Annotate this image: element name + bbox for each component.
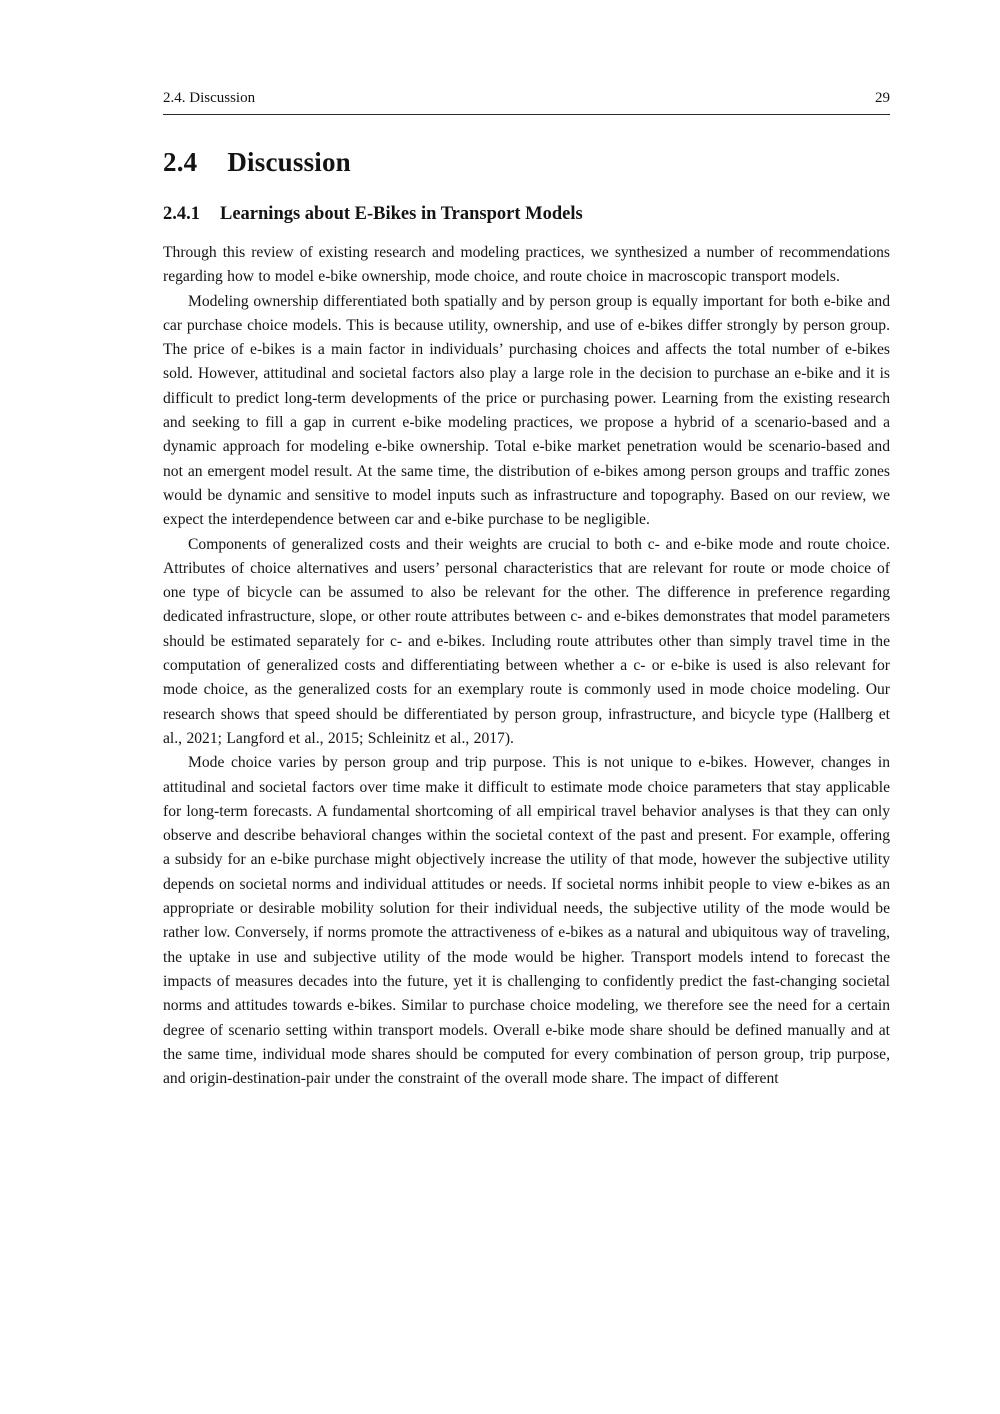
paragraph: Mode choice varies by person group and trip purpose. This is not unique to e-bikes. However, changes in attitudinal and societal factors over time make it difficult to estimate mode choice parameters that stay applicable for long-term forecasts. A fundamental shortcoming of all empirical travel behavior analyses is that they can only observe and describe behavioral changes within the societal context of the past and present. For example, offering a subsidy for an e-bike purchase might objectively increase the utility of that mode, however the subjective utility depends on societal norms and individual attitudes or needs. If societal norms inhibit people to view e-bikes as an appropriate or desirable mobility solution for their individual needs, the subjective utility of the mode would be rather low. Conversely, if norms promote the attractiveness of e-bikes as a natural and ubiquitous way of traveling, the uptake in use and subjective utility of the mode would be higher. Transport models intend to forecast the impacts of measures decades into the future, yet it is challenging to confidently predict the fast-changing societal norms and attitudes towards e-bikes. Similar to purchase choice modeling, we therefore see the need for a certain degree of scenario setting within transport models. Overall e-bike mode share should be defined manually and at the same time, individual mode shares should be computed for every combination of person group, trip purpose, and origin-destination-pair under the constraint of the overall mode share. The impact of different bbox=[163, 754, 890, 1088]
page-number: 29 bbox=[875, 90, 890, 106]
subsection-heading bbox=[163, 204, 890, 225]
section-title: Discussion bbox=[227, 147, 351, 177]
running-header bbox=[163, 90, 890, 115]
subsection-title: Learnings about E-Bikes in Transport Models bbox=[220, 204, 583, 224]
paragraph: Modeling ownership differentiated both spatially and by person group is equally important for both e-bike and car purchase choice models. This is because utility, ownership, and use of e-bikes differ strongly by person group. The price of e-bikes is a main factor in individuals’ purchasing choices and affects the total number of e-bikes sold. However, attitudinal and societal factors also play a large role in the decision to purchase an e-bike and it is difficult to predict long-term developments of the price or purchasing power. Learning from the existing research and seeking to fill a gap in current e-bike modeling practices, we propose a hybrid of a scenario-based and a dynamic approach for modeling e-bike ownership. Total e-bike market penetration would be scenario-based and not an emergent model result. At the same time, the distribution of e-bikes among person groups and traffic zones would be dynamic and sensitive to model inputs such as infrastructure and topography. Based on our review, we expect the interdependence between car and e-bike purchase to be negligible. bbox=[163, 292, 890, 529]
section-heading bbox=[163, 147, 890, 178]
section-number: 2.4 bbox=[163, 147, 198, 177]
body-text bbox=[163, 241, 890, 1091]
paragraph: Through this review of existing research and modeling practices, we synthesized a number of recommendations regarding how to model e-bike ownership, mode choice, and route choice in macroscopic transport models. bbox=[163, 244, 890, 286]
subsection-number: 2.4.1 bbox=[163, 204, 200, 224]
paragraph: Components of generalized costs and their weights are crucial to both c- and e-bike mode and route choice. Attributes of choice alternatives and users’ personal characteristics that are relevant for route or mode choice of one type of bicycle can be assumed to also be relevant for the other. The difference in preference regarding dedicated infrastructure, slope, or other route attributes between c- and e-bikes demonstrates that model parameters should be estimated separately for c- and e-bikes. Including route attributes other than simply travel time in the computation of generalized costs and differentiating between whether a c- or e-bike is used is also relevant for mode choice, as the generalized costs for an exemplary route is commonly used in mode choice modeling. Our research shows that speed should be differentiated by person group, infrastructure, and bicycle type (Hallberg et al., 2021; Langford et al., 2015; Schleinitz et al., 2017). bbox=[163, 535, 890, 747]
running-header-text: 2.4. Discussion bbox=[163, 90, 256, 106]
